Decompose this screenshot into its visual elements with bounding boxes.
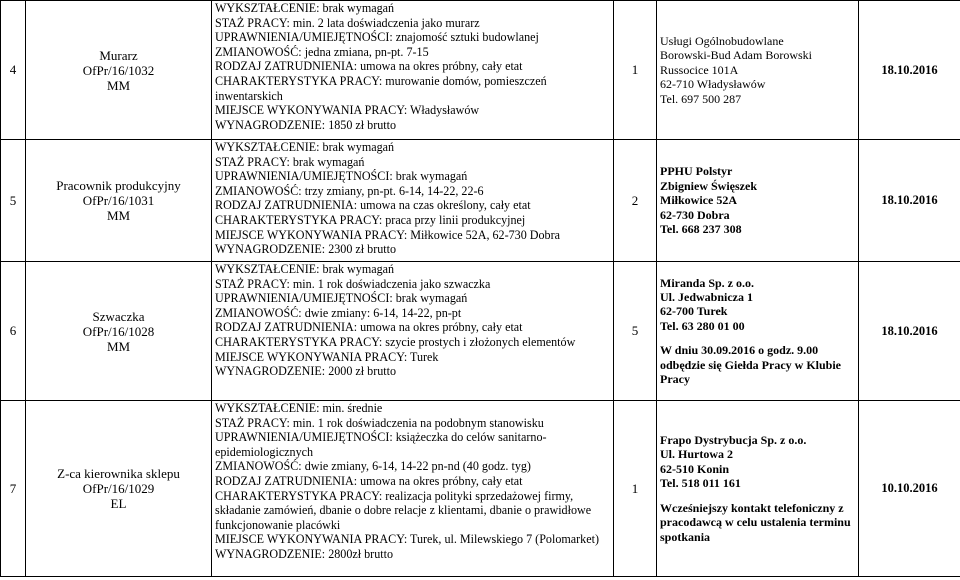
employer-phone: Tel. 63 280 01 00 [660, 318, 745, 333]
position-cell [26, 262, 212, 401]
job-characteristics-line: CHARAKTERYSTYKA PRACY: szycie prostych i złożonych elementów [215, 334, 576, 349]
employer-line: Usługi Ogólnobudowlane [660, 33, 784, 48]
education-line: WYKSZTAŁCENIE: brak wymagań [215, 1, 395, 15]
experience-line: STAŻ PRACY: min. 1 rok doświadczenia na podobnym stanowisku [215, 415, 544, 430]
employer-phone: Tel. 668 237 308 [660, 222, 742, 237]
workplace-line: MIEJSCE WYKONYWANIA PRACY: Turek, ul. Milewskiego 7 (Polomarket) [215, 532, 599, 547]
requirements-cell [212, 401, 614, 577]
salary-line: WYNAGRODZENIE: 2800zł brutto [215, 546, 394, 561]
offer-code: OfPr/16/1029 [82, 481, 155, 496]
education-line: WYKSZTAŁCENIE: min. średnie [215, 401, 383, 415]
offer-code: OfPr/16/1028 [82, 323, 155, 339]
consultant-initials: MM [106, 208, 131, 223]
offer-date: 18.10.2016 [859, 1, 960, 140]
job-characteristics-line: CHARAKTERYSTYKA PRACY: murowanie domów, pomieszczeń inwentarskich [215, 73, 547, 103]
salary-line: WYNAGRODZENIE: 2000 zł brutto [215, 364, 397, 379]
table-row [1, 262, 960, 401]
salary-line: WYNAGRODZENIE: 2300 zł brutto [215, 242, 397, 257]
employer-cell [657, 140, 859, 262]
shift-line: ZMIANOWOŚĆ: jedna zmiana, pn-pt. 7-15 [215, 44, 429, 59]
consultant-initials: EL [110, 496, 127, 511]
position-title: Murarz [99, 47, 138, 63]
education-line: WYKSZTAŁCENIE: brak wymagań [215, 140, 395, 154]
employer-line: Frapo Dystrybucja Sp. z o.o. [660, 433, 807, 448]
employer-line: Miranda Sp. z o.o. [660, 275, 755, 290]
employer-line: 62-700 Turek [660, 304, 728, 319]
offer-code: OfPr/16/1031 [82, 193, 155, 208]
education-line: WYKSZTAŁCENIE: brak wymagań [215, 262, 395, 276]
requirements-cell [212, 262, 614, 401]
vacancy-count: 1 [614, 401, 657, 577]
employment-type-line: RODZAJ ZATRUDNIENIA: umowa na czas określony, cały etat [215, 198, 531, 213]
consultant-initials: MM [106, 338, 131, 354]
consultant-initials: MM [106, 77, 131, 93]
employer-line: Ul. Hurtowa 2 [660, 447, 733, 462]
experience-line: STAŻ PRACY: brak wymagań [215, 154, 365, 169]
employer-cell [657, 1, 859, 140]
employer-line: 62-730 Dobra [660, 207, 730, 222]
row-number: 6 [1, 262, 26, 401]
employer-line: Borowski-Bud Adam Borowski [660, 48, 813, 63]
employment-type-line: RODZAJ ZATRUDNIENIA: umowa na okres próbny, cały etat [215, 473, 523, 488]
skills-line: UPRAWNIENIA/UMIEJĘTNOŚCI: książeczka do celów sanitarno-epidemiologicznych [215, 430, 547, 459]
experience-line: STAŻ PRACY: min. 1 rok doświadczenia jako szwaczka [215, 276, 491, 291]
employer-note: pracodawcą w celu ustalenia terminu [660, 515, 851, 530]
job-characteristics-line: CHARAKTERYSTYKA PRACY: realizacja polityki sprzedażowej firmy, składanie zamówień, dbanie o dobre relacje z klientami, dbanie o prawidłowe funkcjonowanie placówki [215, 488, 592, 532]
vacancy-count: 2 [614, 140, 657, 262]
table-row [1, 140, 960, 262]
vacancy-count: 1 [614, 1, 657, 140]
employer-line: Miłkowice 52A [660, 193, 737, 208]
employer-line: 62-510 Konin [660, 461, 730, 476]
employer-line: 62-710 Władysławów [660, 77, 766, 92]
workplace-line: MIEJSCE WYKONYWANIA PRACY: Turek [215, 349, 439, 364]
employer-cell [657, 401, 859, 577]
employer-cell [657, 262, 859, 401]
row-number: 7 [1, 401, 26, 577]
vacancy-count: 5 [614, 262, 657, 401]
employer-phone: Tel. 518 011 161 [660, 476, 741, 491]
offer-code: OfPr/16/1032 [82, 62, 155, 78]
requirements-cell [212, 140, 614, 262]
employment-type-line: RODZAJ ZATRUDNIENIA: umowa na okres próbny, cały etat [215, 59, 523, 74]
shift-line: ZMIANOWOŚĆ: trzy zmiany, pn-pt. 6-14, 14-22, 22-6 [215, 183, 484, 198]
employer-note: W dniu 30.09.2016 o godz. 9.00 [660, 343, 819, 358]
row-number: 5 [1, 140, 26, 262]
employment-type-line: RODZAJ ZATRUDNIENIA: umowa na okres próbny, cały etat [215, 320, 523, 335]
table-row [1, 1, 960, 140]
employer-note: odbędzie się Giełda Pracy w Klubie Pracy [660, 357, 841, 387]
position-title: Pracownik produkcyjny [56, 178, 181, 193]
offer-date: 10.10.2016 [859, 401, 960, 577]
offer-date: 18.10.2016 [859, 262, 960, 401]
experience-line: STAŻ PRACY: min. 2 lata doświadczenia jako murarz [215, 15, 480, 30]
employer-note: spotkania [660, 529, 711, 544]
employer-line: Zbigniew Święszek [660, 178, 758, 193]
employer-phone: Tel. 697 500 287 [660, 91, 742, 106]
job-characteristics-line: CHARAKTERYSTYKA PRACY: praca przy linii produkcyjnej [215, 212, 526, 227]
shift-line: ZMIANOWOŚĆ: dwie zmiany, 6-14, 14-22 pn-nd (40 godz. tyg) [215, 459, 531, 474]
position-title: Z-ca kierownika sklepu [57, 466, 180, 481]
shift-line: ZMIANOWOŚĆ: dwie zmiany: 6-14, 14-22, pn-pt [215, 305, 462, 320]
position-title: Szwaczka [92, 308, 145, 324]
position-cell [26, 401, 212, 577]
skills-line: UPRAWNIENIA/UMIEJĘTNOŚCI: brak wymagań [215, 169, 468, 184]
employer-line: PPHU Polstyr [660, 164, 733, 179]
offer-date: 18.10.2016 [859, 140, 960, 262]
employer-note: Wcześniejszy kontakt telefoniczny z [660, 500, 844, 515]
workplace-line: MIEJSCE WYKONYWANIA PRACY: Miłkowice 52A, 62-730 Dobra [215, 227, 561, 242]
employer-line: Ul. Jedwabnicza 1 [660, 289, 753, 304]
position-cell [26, 140, 212, 262]
skills-line: UPRAWNIENIA/UMIEJĘTNOŚCI: brak wymagań [215, 291, 468, 306]
requirements-cell [212, 1, 614, 140]
skills-line: UPRAWNIENIA/UMIEJĘTNOŚCI: znajomość sztuki budowlanej [215, 30, 539, 45]
row-number: 4 [1, 1, 26, 140]
salary-line: WYNAGRODZENIE: 1850 zł brutto [215, 117, 397, 132]
position-cell [26, 1, 212, 140]
table-row [1, 401, 960, 577]
workplace-line: MIEJSCE WYKONYWANIA PRACY: Władysławów [215, 103, 480, 118]
employer-line: Russocice 101A [660, 62, 739, 77]
